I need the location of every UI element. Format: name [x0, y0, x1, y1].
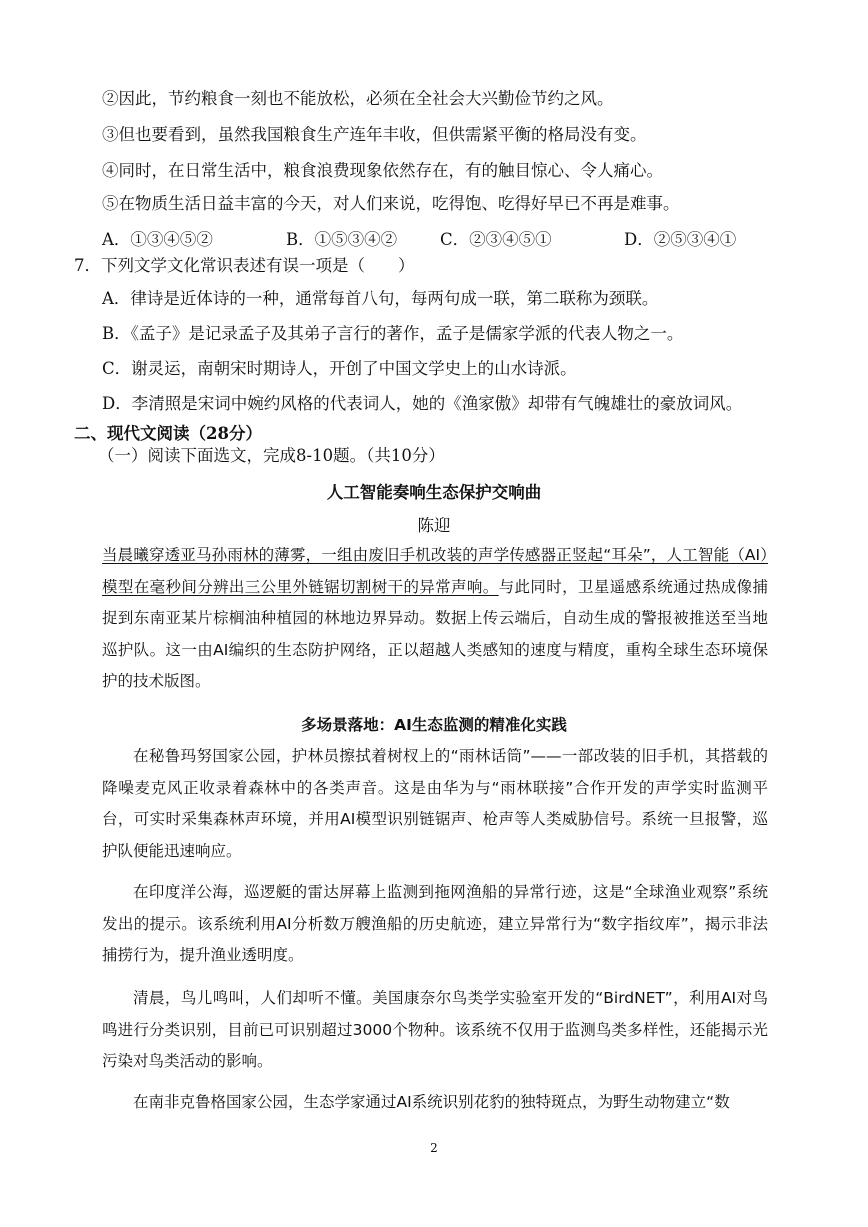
q7-option-a: A．律诗是近体诗的一种，通常每首八句，每两句成一联，第二联称为颈联。: [102, 289, 659, 308]
q6-item-2: ②因此，节约粮食一刻也不能放松，必须在全社会大兴勤俭节约之风。: [102, 89, 614, 108]
q6-item-5: ⑤在物质生活日益丰富的今天，对人们来说，吃得饱、吃得好早已不再是难事。: [102, 194, 680, 213]
q6-item-3: ③但也要看到，虽然我国粮食生产连年丰收，但供需紧平衡的格局没有变。: [102, 125, 647, 144]
q7-option-c: C．谢灵运，南朝宋时期诗人，开创了中国文学史上的山水诗派。: [102, 359, 577, 378]
q6-options: [102, 226, 802, 248]
q6-option-c: C．②③④⑤①: [440, 230, 552, 249]
underlined-sentence: 当晨曦穿透亚马孙雨林的薄雾，一组由废旧手机改装的声学传感器正竖起“耳朵”，人工智能（AI）模型在毫秒间分辨出三公里外链锯切割树干的异常声响。: [102, 546, 768, 596]
q6-item-4: ④同时，在日常生活中，粮食浪费现象依然存在，有的触目惊心、令人痛心。: [102, 161, 663, 180]
paragraph-1-rest: 与此同时，卫星遥感系统通过热成像捕捉到东南亚某片棕榈油种植园的林地边界异动。数据上传云端后，自动生成的警报被推送至当地巡护队。这一由AI编织的生态防护网络，正以超越人类感知的速度与精度，重构全球生态环境保护的技术版图。: [102, 577, 768, 690]
section-subheading: （一）阅读下面选文，完成8-10题。（共10分）: [98, 446, 445, 465]
page-number: 2: [430, 1141, 438, 1155]
article-paragraph-3: 在印度洋公海，巡逻艇的雷达屏幕上监测到拖网渔船的异常行迹，这是“全球渔业观察”系统发出的提示。该系统利用AI分析数万艘渔船的历史航迹，建立异常行为“数字指纹库”，揭示非法捕捞行为，提升渔业透明度。: [102, 883, 768, 964]
article-title: 人工智能奏响生态保护交响曲: [326, 483, 542, 502]
article-paragraph-2: 在秘鲁玛努国家公园，护林员擦拭着树杈上的“雨林话筒”——一部改装的旧手机，其搭载的降噪麦克风正收录着森林中的各类声音。这是由华为与“雨林联接”合作开发的声学实时监测平台，可实时采集森林声环境，并用AI模型识别链锯声、枪声等人类威胁信号。系统一旦报警，巡护队便能迅速响应。: [102, 747, 768, 860]
section-heading: 二、现代文阅读（28分）: [74, 424, 262, 443]
q6-option-b: B．①⑤③④②: [286, 230, 398, 249]
article-paragraph-5: 在南非克鲁格国家公园，生态学家通过AI系统识别花豹的独特斑点，为野生动物建立“数: [133, 1093, 730, 1111]
q7-option-b: B．《孟子》是记录孟子及其弟子言行的著作，孟子是儒家学派的代表人物之一。: [102, 324, 684, 343]
q7-stem: 7．下列文学文化常识表述有误一项是（ ）: [74, 256, 415, 275]
q6-option-d: D．②⑤③④①: [624, 230, 737, 249]
q7-option-d: D．李清照是宋词中婉约风格的代表词人，她的《渔家傲》却带有气魄雄壮的豪放词风。: [102, 394, 743, 413]
article-author: 陈迎: [417, 516, 451, 535]
article-paragraph-1: [102, 540, 768, 698]
article-paragraph-4: 清晨，鸟儿鸣叫，人们却听不懂。美国康奈尔鸟类学实验室开发的“BirdNET”，利用AI对鸟鸣进行分类识别，目前已可识别超过3000个物种。该系统不仅用于监测鸟类多样性，还能揭示光污染对鸟类活动的影响。: [102, 989, 768, 1070]
article-subheading: 多场景落地：AI生态监测的精准化实践: [301, 716, 567, 734]
q6-option-a: A．①③④⑤②: [102, 230, 213, 249]
